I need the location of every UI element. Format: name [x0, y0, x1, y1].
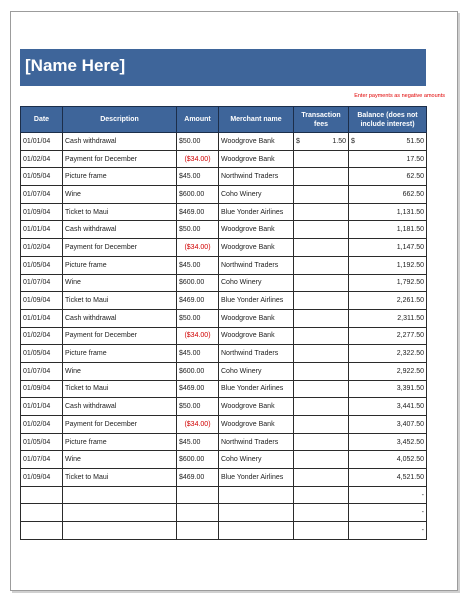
amount-cell[interactable]: $50.00: [177, 221, 219, 239]
date-cell[interactable]: 01/09/04: [21, 203, 63, 221]
amount-cell[interactable]: ($34.00): [177, 416, 219, 434]
table-row: [21, 451, 427, 469]
balance-cell[interactable]: 2,322.50: [349, 345, 427, 363]
merchant-cell[interactable]: Coho Winery: [219, 274, 294, 292]
balance-cell[interactable]: 3,407.50: [349, 416, 427, 434]
date-cell[interactable]: 01/07/04: [21, 451, 63, 469]
description-cell[interactable]: Ticket to Maui: [63, 380, 177, 398]
balance-cell[interactable]: 2,922.50: [349, 362, 427, 380]
amount-cell[interactable]: $50.00: [177, 133, 219, 151]
amount-cell[interactable]: [177, 504, 219, 522]
merchant-cell[interactable]: Northwind Traders: [219, 345, 294, 363]
description-cell[interactable]: Ticket to Maui: [63, 292, 177, 310]
description-cell[interactable]: Picture frame: [63, 256, 177, 274]
table-row: [21, 433, 427, 451]
balance-cell[interactable]: 1,131.50: [349, 203, 427, 221]
description-cell[interactable]: Payment for December: [63, 150, 177, 168]
table-row: [21, 327, 427, 345]
description-cell[interactable]: [63, 486, 177, 504]
table-row: [21, 239, 427, 257]
description-cell[interactable]: Ticket to Maui: [63, 203, 177, 221]
table-row: [21, 398, 427, 416]
date-cell[interactable]: 01/01/04: [21, 221, 63, 239]
description-cell[interactable]: Cash withdrawal: [63, 221, 177, 239]
merchant-cell[interactable]: Woodgrove Bank: [219, 398, 294, 416]
table-row: [21, 203, 427, 221]
date-cell[interactable]: 01/02/04: [21, 239, 63, 257]
date-cell[interactable]: 01/01/04: [21, 133, 63, 151]
balance-cell[interactable]: 1,792.50: [349, 274, 427, 292]
balance-cell[interactable]: 3,452.50: [349, 433, 427, 451]
amount-cell[interactable]: $45.00: [177, 433, 219, 451]
table-row: [21, 522, 427, 540]
description-cell[interactable]: Payment for December: [63, 416, 177, 434]
balance-cell[interactable]: -: [349, 504, 427, 522]
merchant-cell[interactable]: Blue Yonder Airlines: [219, 292, 294, 310]
table-row: [21, 168, 427, 186]
amount-cell[interactable]: [177, 486, 219, 504]
amount-cell[interactable]: $45.00: [177, 168, 219, 186]
amount-cell[interactable]: $600.00: [177, 451, 219, 469]
table-row: [21, 221, 427, 239]
balance-cell[interactable]: 2,311.50: [349, 309, 427, 327]
description-cell[interactable]: Payment for December: [63, 239, 177, 257]
header-row: [21, 107, 427, 133]
fee-cell[interactable]: [294, 433, 349, 451]
fee-cell[interactable]: [294, 486, 349, 504]
fee-cell[interactable]: [294, 522, 349, 540]
fee-cell[interactable]: [294, 221, 349, 239]
table-row: [21, 309, 427, 327]
table-row: [21, 256, 427, 274]
col-header-date: Date: [21, 107, 63, 133]
merchant-cell[interactable]: [219, 486, 294, 504]
description-cell[interactable]: Wine: [63, 186, 177, 204]
amount-cell[interactable]: $45.00: [177, 345, 219, 363]
table-row: [21, 504, 427, 522]
balance-cell[interactable]: 1,181.50: [349, 221, 427, 239]
date-cell[interactable]: 01/05/04: [21, 433, 63, 451]
balance-cell[interactable]: 62.50: [349, 168, 427, 186]
description-cell[interactable]: Ticket to Maui: [63, 469, 177, 487]
merchant-cell[interactable]: Northwind Traders: [219, 256, 294, 274]
fee-cell[interactable]: [294, 292, 349, 310]
description-cell[interactable]: Wine: [63, 451, 177, 469]
merchant-cell[interactable]: Blue Yonder Airlines: [219, 203, 294, 221]
date-cell[interactable]: 01/07/04: [21, 362, 63, 380]
description-cell[interactable]: Cash withdrawal: [63, 309, 177, 327]
table-row: [21, 274, 427, 292]
table-row: [21, 345, 427, 363]
amount-cell[interactable]: $600.00: [177, 274, 219, 292]
merchant-cell[interactable]: Blue Yonder Airlines: [219, 380, 294, 398]
balance-cell[interactable]: -: [349, 522, 427, 540]
fee-cell[interactable]: [294, 186, 349, 204]
merchant-cell[interactable]: Woodgrove Bank: [219, 239, 294, 257]
balance-cell[interactable]: 4,521.50: [349, 469, 427, 487]
date-cell[interactable]: 01/07/04: [21, 274, 63, 292]
date-cell[interactable]: 01/09/04: [21, 380, 63, 398]
description-cell[interactable]: Picture frame: [63, 168, 177, 186]
amount-cell[interactable]: ($34.00): [177, 327, 219, 345]
merchant-cell[interactable]: [219, 522, 294, 540]
merchant-cell[interactable]: Northwind Traders: [219, 433, 294, 451]
balance-cell[interactable]: 4,052.50: [349, 451, 427, 469]
date-cell[interactable]: 01/01/04: [21, 398, 63, 416]
table-row: [21, 486, 427, 504]
date-cell[interactable]: 01/05/04: [21, 256, 63, 274]
merchant-cell[interactable]: Woodgrove Bank: [219, 416, 294, 434]
amount-cell[interactable]: $45.00: [177, 256, 219, 274]
merchant-cell[interactable]: Woodgrove Bank: [219, 327, 294, 345]
fee-cell[interactable]: [294, 150, 349, 168]
date-cell[interactable]: 01/01/04: [21, 309, 63, 327]
merchant-cell[interactable]: Coho Winery: [219, 186, 294, 204]
description-cell[interactable]: Payment for December: [63, 327, 177, 345]
amount-cell[interactable]: ($34.00): [177, 150, 219, 168]
merchant-cell[interactable]: Coho Winery: [219, 362, 294, 380]
merchant-cell[interactable]: Woodgrove Bank: [219, 150, 294, 168]
balance-cell[interactable]: -: [349, 486, 427, 504]
page-title[interactable]: [Name Here]: [25, 56, 126, 75]
table-row: [21, 380, 427, 398]
amount-cell[interactable]: $600.00: [177, 186, 219, 204]
fee-cell[interactable]: [294, 362, 349, 380]
description-cell[interactable]: Picture frame: [63, 345, 177, 363]
fee-value: 1.50: [332, 137, 346, 145]
date-cell[interactable]: 01/09/04: [21, 469, 63, 487]
date-cell[interactable]: [21, 522, 63, 540]
table-row: [21, 469, 427, 487]
merchant-cell[interactable]: [219, 504, 294, 522]
fee-cell[interactable]: [294, 345, 349, 363]
description-cell[interactable]: Wine: [63, 362, 177, 380]
description-cell[interactable]: Cash withdrawal: [63, 398, 177, 416]
amount-cell[interactable]: $469.00: [177, 469, 219, 487]
description-cell[interactable]: [63, 522, 177, 540]
date-cell[interactable]: 01/02/04: [21, 327, 63, 345]
date-cell[interactable]: [21, 486, 63, 504]
balance-cell[interactable]: 1,147.50: [349, 239, 427, 257]
description-cell[interactable]: Cash withdrawal: [63, 133, 177, 151]
date-cell[interactable]: 01/02/04: [21, 416, 63, 434]
col-header-description: Description: [63, 107, 177, 133]
merchant-cell[interactable]: Northwind Traders: [219, 168, 294, 186]
date-cell[interactable]: 01/07/04: [21, 186, 63, 204]
amount-cell[interactable]: [177, 522, 219, 540]
col-header-amount: Amount: [177, 107, 219, 133]
description-cell[interactable]: [63, 504, 177, 522]
register-table: [20, 106, 427, 540]
col-header-balance: Balance (does not include interest): [349, 107, 427, 133]
balance-cell[interactable]: 662.50: [349, 186, 427, 204]
merchant-cell[interactable]: Coho Winery: [219, 451, 294, 469]
fee-cell[interactable]: [294, 309, 349, 327]
balance-cell[interactable]: 3,441.50: [349, 398, 427, 416]
date-cell[interactable]: 01/09/04: [21, 292, 63, 310]
title-bar: [20, 49, 426, 86]
balance-cell[interactable]: 3,391.50: [349, 380, 427, 398]
merchant-cell[interactable]: Blue Yonder Airlines: [219, 469, 294, 487]
balance-value: 51.50: [406, 137, 424, 145]
fee-cell[interactable]: [294, 274, 349, 292]
fee-currency: $: [296, 137, 300, 145]
date-cell[interactable]: 01/05/04: [21, 168, 63, 186]
fee-cell[interactable]: [294, 398, 349, 416]
table-row: [21, 416, 427, 434]
amount-cell[interactable]: $600.00: [177, 362, 219, 380]
balance-currency: $: [351, 137, 355, 145]
merchant-cell[interactable]: Woodgrove Bank: [219, 133, 294, 151]
instruction-note: Enter payments as negative amounts: [354, 93, 445, 99]
fee-cell[interactable]: [294, 504, 349, 522]
table-row: [21, 133, 427, 151]
merchant-cell[interactable]: Woodgrove Bank: [219, 309, 294, 327]
table-row: [21, 362, 427, 380]
fee-cell[interactable]: [294, 168, 349, 186]
fee-cell[interactable]: [294, 451, 349, 469]
amount-cell[interactable]: $469.00: [177, 292, 219, 310]
amount-cell[interactable]: $469.00: [177, 203, 219, 221]
balance-cell[interactable]: 17.50: [349, 150, 427, 168]
fee-cell[interactable]: [294, 416, 349, 434]
description-cell[interactable]: Wine: [63, 274, 177, 292]
fee-cell[interactable]: [294, 133, 349, 151]
fee-cell[interactable]: [294, 469, 349, 487]
col-header-fees: Transaction fees: [294, 107, 349, 133]
table-row: [21, 150, 427, 168]
fee-cell[interactable]: [294, 380, 349, 398]
balance-cell[interactable]: 1,192.50: [349, 256, 427, 274]
fee-cell[interactable]: [294, 256, 349, 274]
balance-cell[interactable]: [349, 133, 427, 151]
fee-cell[interactable]: [294, 239, 349, 257]
date-cell[interactable]: 01/05/04: [21, 345, 63, 363]
description-cell[interactable]: Picture frame: [63, 433, 177, 451]
amount-cell[interactable]: ($34.00): [177, 239, 219, 257]
balance-cell[interactable]: 2,261.50: [349, 292, 427, 310]
table-row: [21, 186, 427, 204]
table-row: [21, 292, 427, 310]
merchant-cell[interactable]: Woodgrove Bank: [219, 221, 294, 239]
amount-cell[interactable]: $50.00: [177, 398, 219, 416]
date-cell[interactable]: 01/02/04: [21, 150, 63, 168]
col-header-merchant: Merchant name: [219, 107, 294, 133]
fee-cell[interactable]: [294, 327, 349, 345]
amount-cell[interactable]: $469.00: [177, 380, 219, 398]
fee-cell[interactable]: [294, 203, 349, 221]
amount-cell[interactable]: $50.00: [177, 309, 219, 327]
date-cell[interactable]: [21, 504, 63, 522]
balance-cell[interactable]: 2,277.50: [349, 327, 427, 345]
